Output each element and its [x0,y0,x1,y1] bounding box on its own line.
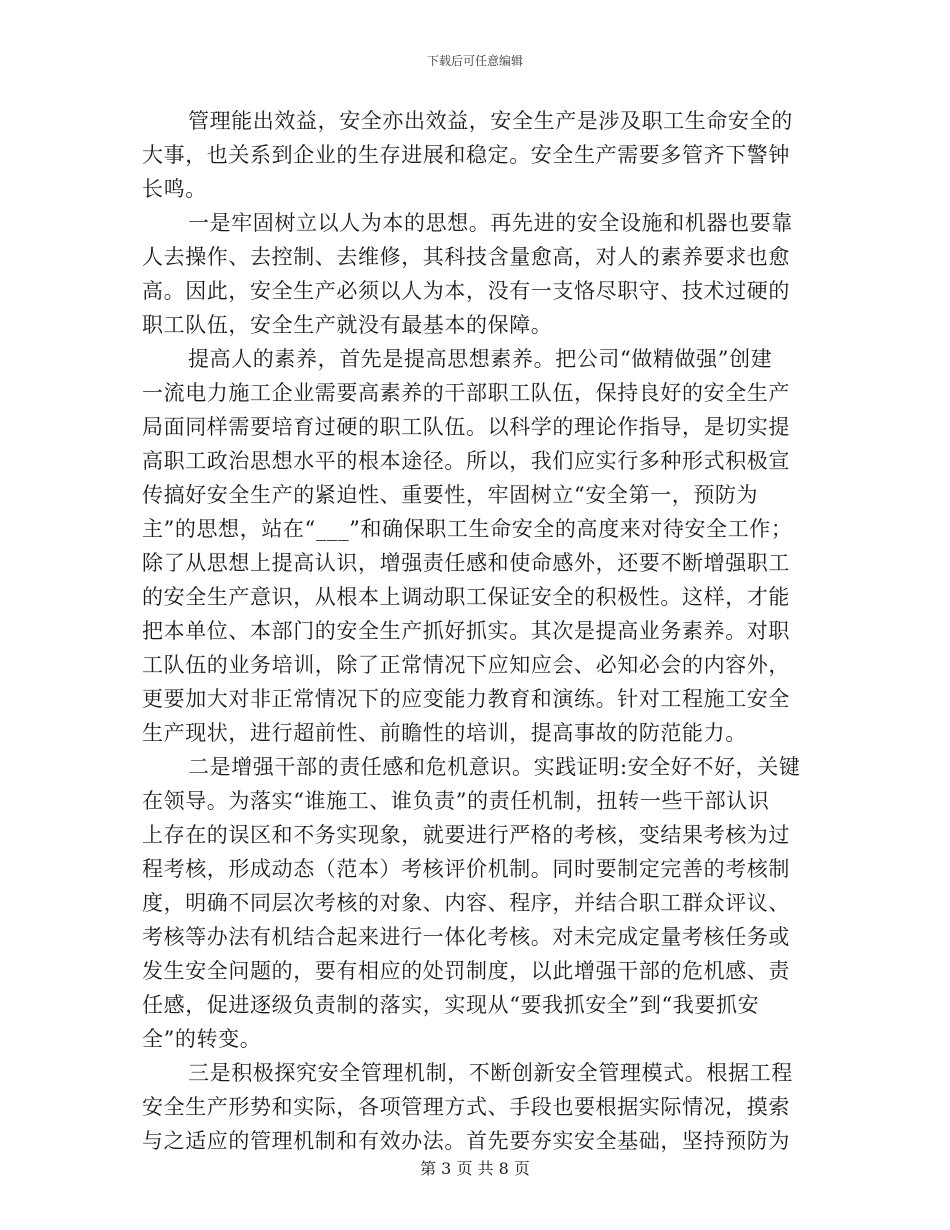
paragraph [142,206,798,342]
text-line: 任感，促进逐级负责制的落实，实现从“要我抓安全”到“我要抓安 [142,993,760,1017]
text-line: 一流电力施工企业需要高素养的干部职工队伍，保持良好的安全生产 [142,381,790,405]
text-line: 全”的转变。 [142,1027,262,1051]
text-line: 度，明确不同层次考核的对象、内容、程序，并结合职工群众评议、 [142,891,790,915]
text-line: 把本单位、本部门的安全生产抓好抓实。其次是提高业务素养。对职 [142,619,790,643]
paragraph [142,1056,798,1158]
paragraph [142,342,798,750]
text-line: 高。因此，安全生产必须以人为本，没有一支恪尽职守、技术过硬的 [142,279,790,303]
text-line: 高职工政治思想水平的根本途径。所以，我们应实行多种形式积极宣 [142,449,790,473]
text-line: 职工队伍，安全生产就没有最基本的保障。 [142,313,553,337]
text-line: 传搞好安全生产的紧迫性、重要性，牢固树立“安全第一，预防为 [142,483,759,507]
text-line: 管理能出效益，安全亦出效益，安全生产是涉及职工生命安全的 [188,109,793,133]
text-line: 一是牢固树立以人为本的思想。再先进的安全设施和机器也要靠 [188,211,793,235]
page-header: 下载后可任意编辑 [426,54,523,68]
text-line: 大事，也关系到企业的生存进展和稳定。安全生产需要多管齐下警钟 [142,143,790,167]
paragraph [142,750,801,1056]
document-body [142,104,801,1158]
text-line: 局面同样需要培育过硬的职工队伍。以科学的理论作指导，是切实提 [142,415,790,439]
text-line: 主”的思想，站在“___”和确保职工生命安全的高度来对待安全工作； [142,517,793,541]
paragraph [142,104,798,206]
text-line: 与之适应的管理机制和有效办法。首先要夯实安全基础，坚持预防为 [142,1129,790,1153]
text-line: 长鸣。 [142,177,207,201]
text-line: 人去操作、去控制、去维修，其科技含量愈高，对人的素养要求也愈 [142,245,790,269]
text-line: 发生安全问题的，要有相应的处罚制度，以此增强干部的危机感、责 [142,959,790,983]
text-line: 程考核，形成动态（范本）考核评价机制。同时要制定完善的考核制 [142,857,790,881]
text-line: 在领导。为落实“谁施工、谁负责”的责任机制，扭转一些干部认识 [142,789,770,813]
text-line: 考核等办法有机结合起来进行一体化考核。对未完成定量考核任务或 [142,925,790,949]
text-line: 工队伍的业务培训，除了正常情况下应知应会、必知必会的内容外， [142,653,790,677]
text-line: 生产现状，进行超前性、前瞻性的培训，提高事故的防范能力。 [142,721,747,745]
text-line: 三是积极探究安全管理机制，不断创新安全管理模式。根据工程 [188,1061,793,1085]
text-line: 提高人的素养，首先是提高思想素养。把公司“做精做强”创建 [188,347,773,371]
text-line: 安全生产形势和实际，各项管理方式、手段也要根据实际情况，摸索 [142,1095,790,1119]
text-line: 除了从思想上提高认识，增强责任感和使命感外，还要不断增强职工 [142,551,790,575]
page-number-footer: 第 3 页 共 8 页 [420,1159,530,1178]
text-line: 二是增强干部的责任感和危机意识。实践证明:安全好不好，关键 [188,755,801,779]
text-line: 更要加大对非正常情况下的应变能力教育和演练。针对工程施工安全 [142,687,790,711]
text-line: 的安全生产意识，从根本上调动职工保证安全的积极性。这样，才能 [142,585,790,609]
text-line: 上存在的误区和不务实现象，就要进行严格的考核，变结果考核为过 [142,823,790,847]
